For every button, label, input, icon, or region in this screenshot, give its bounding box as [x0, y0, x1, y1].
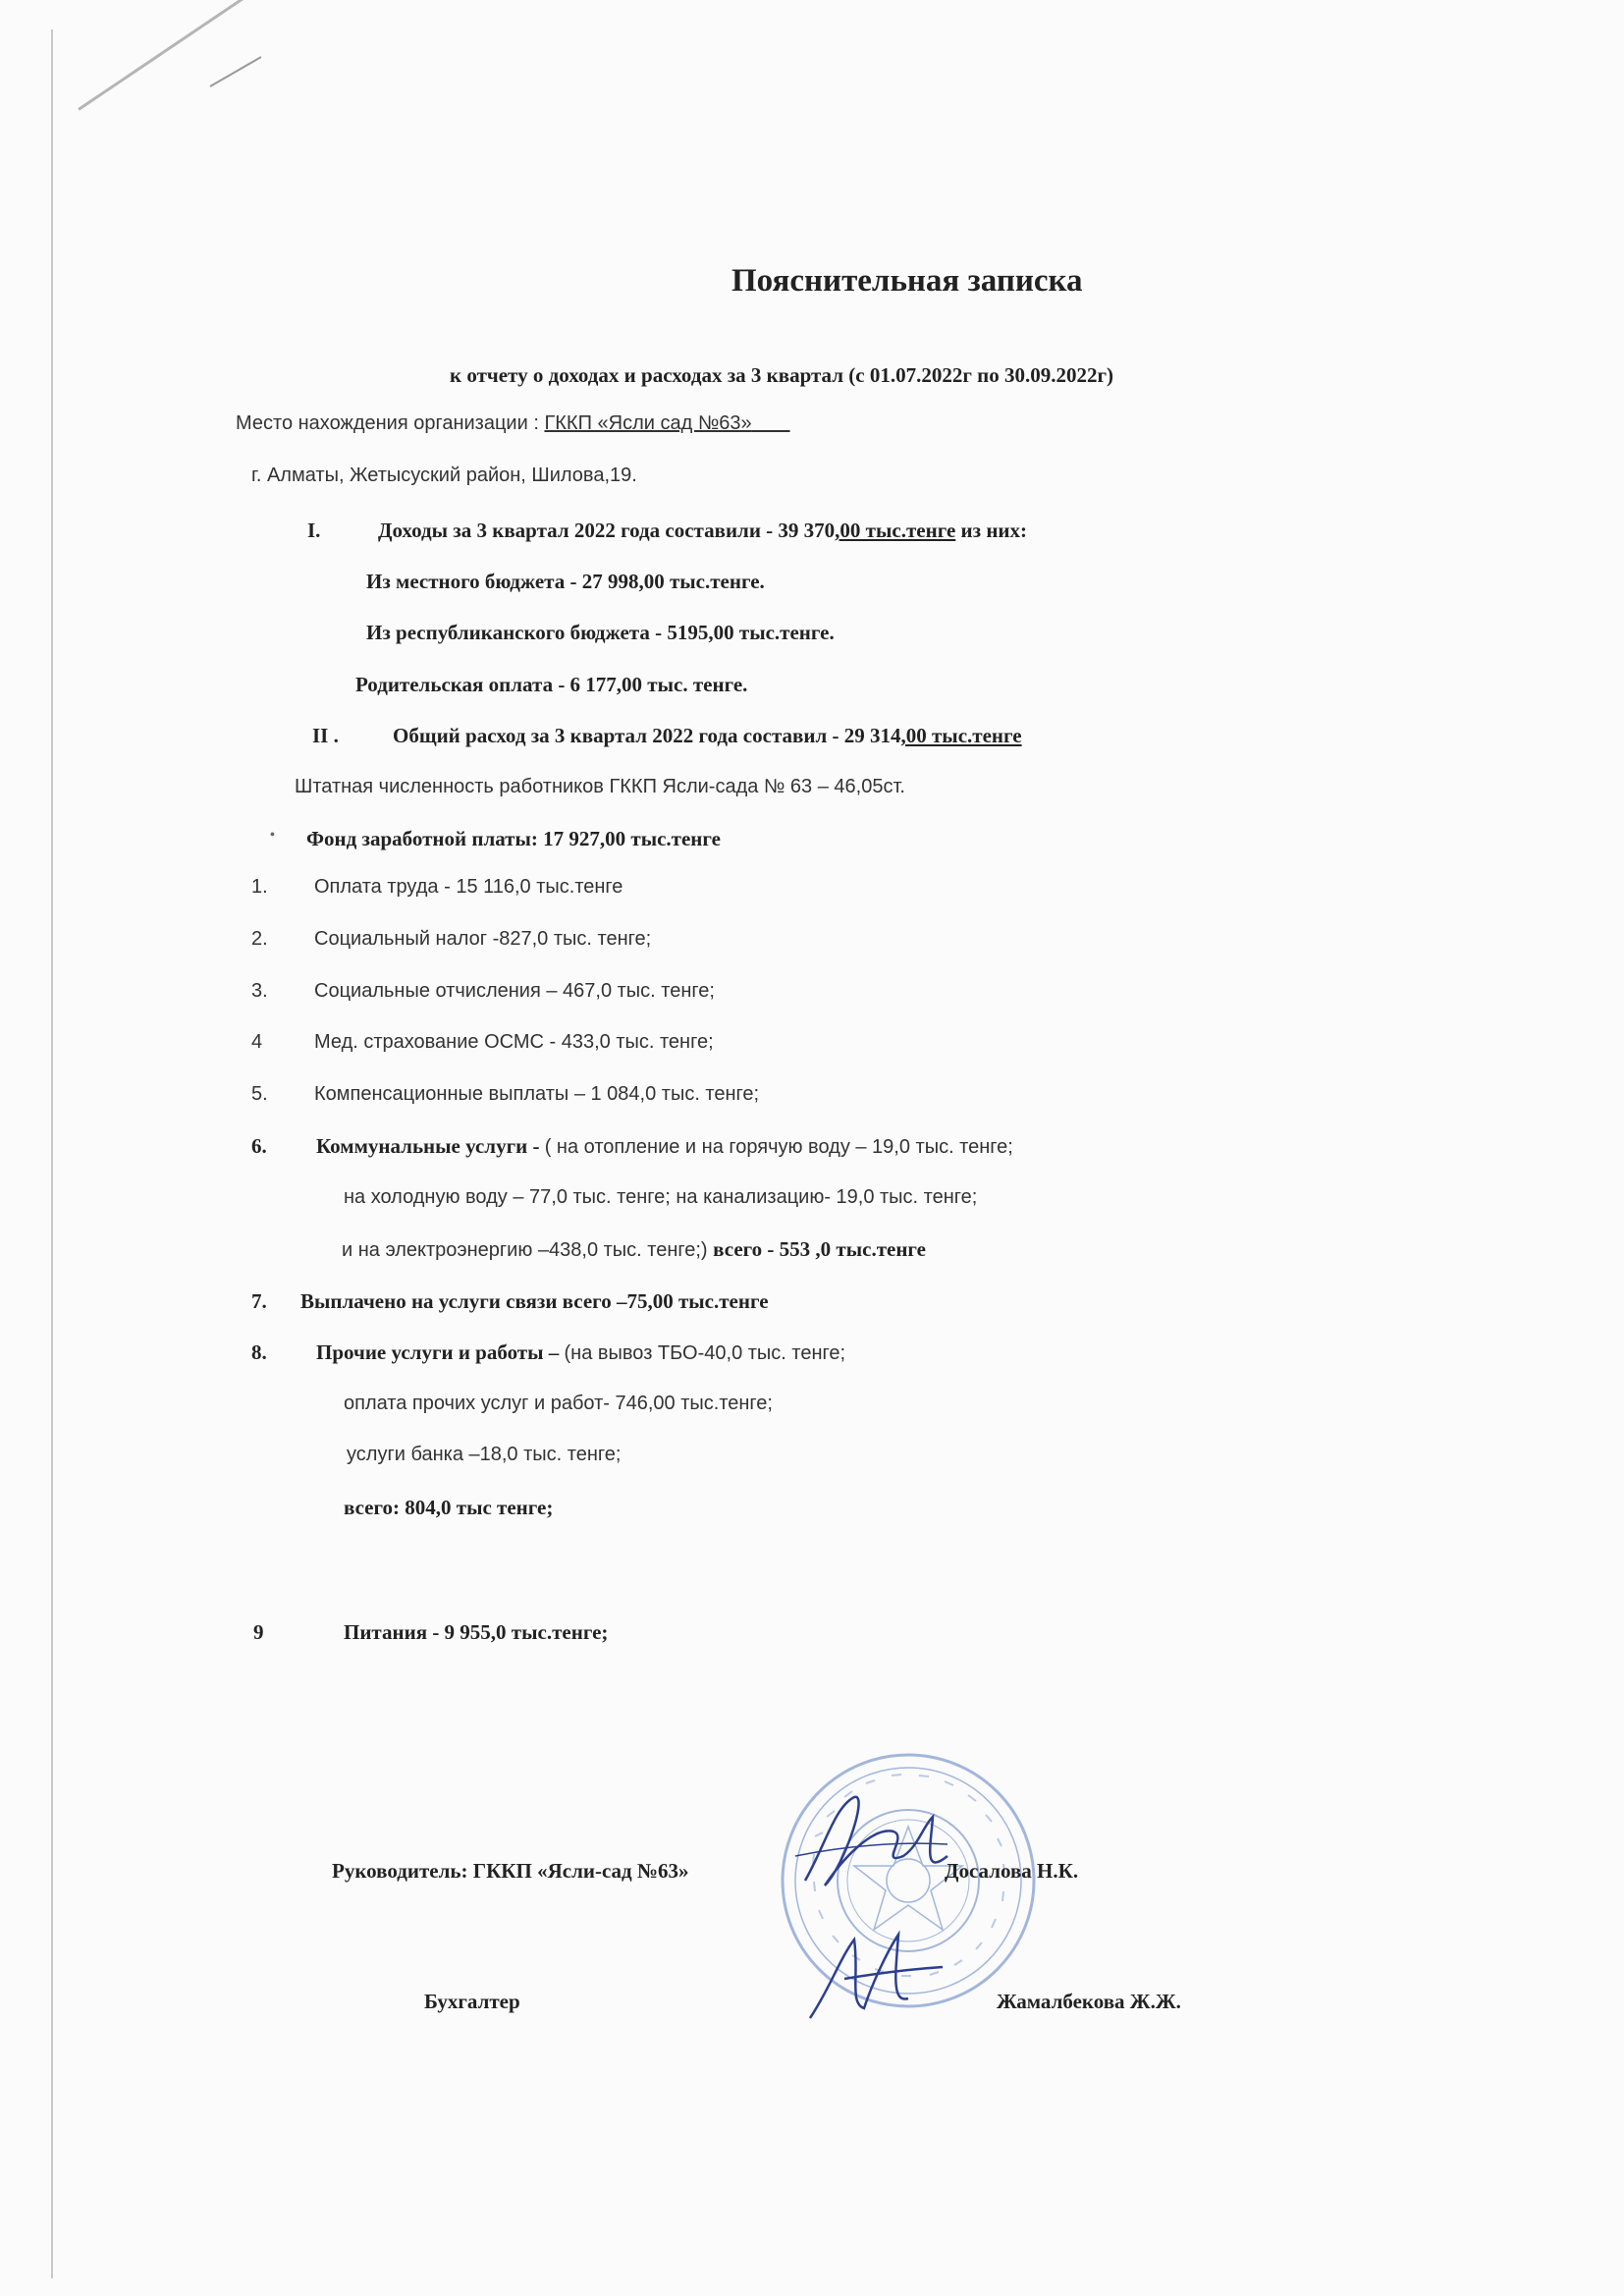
item-medical-insurance: Мед. страхование ОСМС - 433,0 тыс. тенге;	[314, 1031, 714, 1053]
utilities-heating: ( на отопление и на горячую воду – 19,0 тыс. тенге;	[544, 1136, 1013, 1158]
expense-amount-tail: ,00 тыс.тенге	[900, 724, 1022, 747]
item-number: 8.	[251, 1340, 267, 1364]
other-services-total: всего: 804,0 тыс тенге;	[344, 1496, 554, 1519]
utilities-electricity: и на электроэнергию –438,0 тыс. тенге;)	[342, 1239, 714, 1261]
page-subtitle: к отчету о доходах и расходах за 3 квартал (с 01.07.2022г по 30.09.2022г)	[450, 363, 1113, 387]
item-number: 2.	[251, 928, 268, 950]
item-number: 4	[251, 1031, 263, 1053]
accountant-signature	[795, 1920, 952, 2038]
income-heading	[378, 519, 1027, 543]
utilities-total: всего - 553 ,0 тыс.тенге	[713, 1237, 927, 1261]
income-amount-tail: ,00 тыс.тенге	[835, 519, 956, 542]
accountant-label: Бухгалтер	[424, 1990, 520, 2013]
item-number: 3.	[251, 980, 268, 1002]
other-services-waste: (на вывоз ТБО-40,0 тыс. тенге;	[564, 1342, 846, 1364]
utilities-label: Коммунальные услуги -	[316, 1134, 545, 1158]
item-other-services	[316, 1340, 845, 1365]
payroll-bullet: •	[270, 828, 275, 843]
staff-count: Штатная численность работников ГККП Ясли-сада № 63 – 46,05ст.	[295, 776, 905, 797]
item-social-contributions: Социальные отчисления – 467,0 тыс. тенге;	[314, 980, 715, 1002]
location-line	[236, 412, 790, 435]
scan-streak	[210, 56, 262, 87]
item-number: 7.	[251, 1289, 267, 1313]
org-underline-tail	[752, 412, 790, 434]
scan-streak	[78, 0, 283, 111]
scan-edge	[51, 29, 53, 2278]
head-signature	[785, 1787, 952, 1905]
item-number: 1.	[251, 876, 268, 898]
item-number: 5.	[251, 1083, 268, 1105]
head-label: Руководитель: ГККП «Ясли-сад №63»	[332, 1859, 689, 1883]
page-title: Пояснительная записка	[731, 263, 1083, 299]
item-utilities	[316, 1134, 1013, 1159]
org-name: ГККП «Ясли сад №63»	[544, 412, 752, 434]
other-services-bank: услуги банка –18,0 тыс. тенге;	[347, 1444, 622, 1465]
income-republic: Из республиканского бюджета - 5195,00 тыс.тенге.	[366, 621, 835, 644]
head-name: Досалова Н.К.	[945, 1859, 1079, 1883]
payroll-total: Фонд заработной платы: 17 927,00 тыс.тенге	[306, 827, 721, 850]
other-services-label: Прочие услуги и работы –	[316, 1340, 565, 1364]
utilities-electricity-line	[342, 1237, 926, 1262]
item-wages: Оплата труда - 15 116,0 тыс.тенге	[314, 876, 623, 898]
income-parents: Родительская оплата - 6 177,00 тыс. тенге.	[355, 673, 748, 696]
expense-heading	[393, 724, 1022, 748]
income-text-end: из них:	[955, 519, 1028, 542]
expense-text: Общий расход за 3 квартал 2022 года составил - 29 314	[393, 724, 901, 747]
item-social-tax: Социальный налог -827,0 тыс. тенге;	[314, 928, 652, 950]
income-number: I.	[307, 519, 321, 542]
accountant-name: Жамалбекова Ж.Ж.	[997, 1990, 1181, 2013]
income-local: Из местного бюджета - 27 998,00 тыс.тенге.	[366, 570, 765, 593]
item-communications: Выплачено на услуги связи всего –75,00 тыс.тенге	[300, 1289, 769, 1313]
item-number: 6.	[251, 1134, 267, 1158]
address: г. Алматы, Жетысуский район, Шилова,19.	[251, 465, 637, 486]
item-compensation: Компенсационные выплаты – 1 084,0 тыс. тенге;	[314, 1083, 760, 1105]
expense-number: II .	[312, 724, 339, 747]
item-number: 9	[253, 1620, 264, 1644]
location-label: Место нахождения организации :	[236, 412, 545, 434]
utilities-water: на холодную воду – 77,0 тыс. тенге; на канализацию- 19,0 тыс. тенге;	[344, 1186, 978, 1208]
item-food: Питания - 9 955,0 тыс.тенге;	[344, 1620, 609, 1644]
other-services-misc: оплата прочих услуг и работ- 746,00 тыс.тенге;	[344, 1393, 773, 1414]
income-text: Доходы за 3 квартал 2022 года составили - 39 370	[378, 519, 836, 542]
